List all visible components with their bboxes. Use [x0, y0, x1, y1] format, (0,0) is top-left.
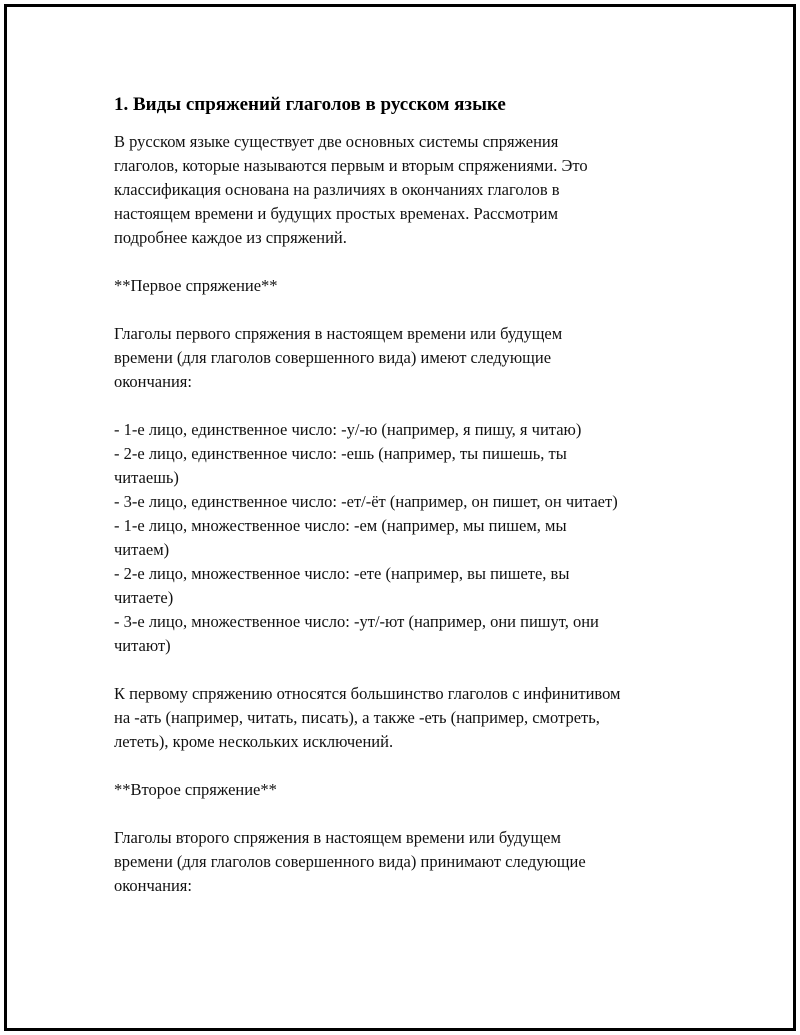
spacer: [114, 802, 704, 826]
spacer: [114, 754, 704, 778]
spacer: [114, 298, 704, 322]
second-conjugation-description: Глаголы второго спряжения в настоящем времени или будущем времени (для глаголов совершенного вида) принимают следующие окончания:: [114, 828, 586, 895]
ending-item: - 1-е лицо, множественное число: -ем (например, мы пишем, мы читаем): [114, 516, 567, 559]
spacer: [114, 250, 704, 274]
first-conjugation-endings-list: [114, 418, 704, 658]
first-conjugation-note: К первому спряжению относятся большинство глаголов с инфинитивом на -ать (например, читать, писать), а также -еть (например, смотреть, лететь), кроме нескольких исключений.: [114, 684, 621, 751]
ending-item: - 1-е лицо, единственное число: -у/-ю (например, я пишу, я читаю): [114, 420, 582, 439]
spacer: [114, 658, 704, 682]
document-body: [114, 92, 704, 898]
first-conjugation-description: Глаголы первого спряжения в настоящем времени или будущем времени (для глаголов совершенного вида) имеют следующие окончания:: [114, 324, 563, 391]
document-title: 1. Виды спряжений глаголов в русском языке: [114, 94, 506, 115]
ending-item: - 2-е лицо, единственное число: -ешь (например, ты пишешь, ты читаешь): [114, 444, 567, 487]
spacer: [114, 394, 704, 418]
ending-item: - 3-е лицо, единственное число: -ет/-ёт (например, он пишет, он читает): [114, 492, 618, 511]
ending-item: - 3-е лицо, множественное число: -ут/-ют (например, они пишут, они читают): [114, 612, 599, 655]
first-conjugation-heading: **Первое спряжение**: [114, 276, 278, 295]
second-conjugation-heading: **Второе спряжение**: [114, 780, 277, 799]
ending-item: - 2-е лицо, множественное число: -ете (например, вы пишете, вы читаете): [114, 564, 570, 607]
intro-paragraph: В русском языке существует две основных системы спряжения глаголов, которые называются первым и вторым спряжениями. Это классификация основана на различиях в окончаниях глаголов в настоящем времени и будущих простых временах. Рассмотрим подробнее каждое из спряжений.: [114, 132, 588, 247]
